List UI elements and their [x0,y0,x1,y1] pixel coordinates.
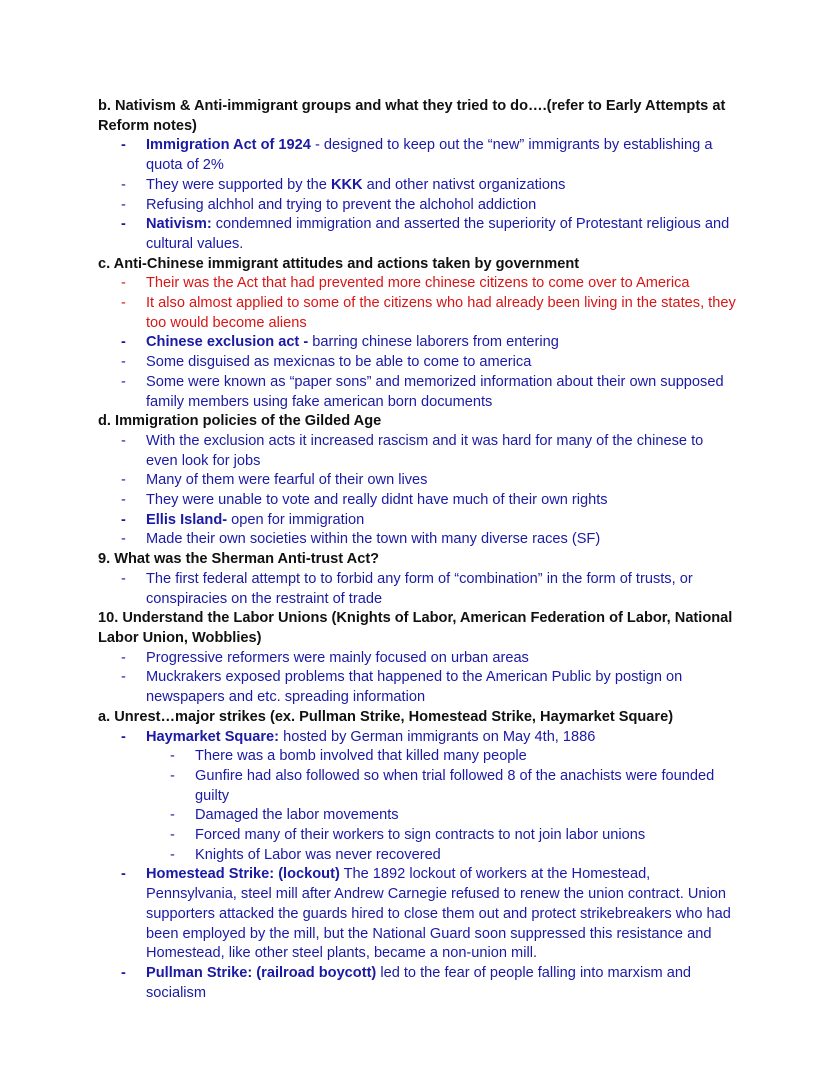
bold-term: Immigration Act of 1924 [146,137,311,154]
dash-bullet-icon: - [121,216,126,233]
bullet-text: They were supported by the [146,176,331,193]
section-heading: 10. Understand the Labor Unions (Knights of Labor, American Federation of Labor, National Labor Union, Wobblies) [98,610,733,646]
bullet-text: Many of them were fearful of their own lives [146,472,428,489]
dash-bullet-icon: - [121,295,126,312]
bullet-text: The first federal attempt to to forbid any form of “combination” in the form of trusts, or conspiracies on the restraint of trade [146,570,693,607]
section-heading: c. Anti-Chinese immigrant attitudes and actions taken by government [98,255,580,272]
bullet-item [98,353,738,373]
bullet-item [98,136,738,175]
bullet-item [98,333,738,353]
dash-bullet-icon: - [121,432,126,449]
dash-bullet-icon: - [170,827,175,844]
dash-bullet-icon: - [121,275,126,292]
bullet-text: Damaged the labor movements [195,807,399,824]
bullet-item [98,511,738,531]
bullet-item [98,865,738,964]
dash-bullet-icon: - [121,472,126,489]
section-heading: 9. What was the Sherman Anti-trust Act? [98,551,380,568]
bullet-text: Some were known as “paper sons” and memorized information about their own supposed family members using fake american born documents [146,373,724,410]
bullet-item [98,215,738,254]
bullet-text: Made their own societies within the town with many diverse races (SF) [146,531,601,548]
dash-bullet-icon: - [121,531,126,548]
section-heading: a. Unrest…major strikes (ex. Pullman Strike, Homestead Strike, Haymarket Square) [98,708,674,725]
bullet-text: and other nativst organizations [362,176,566,193]
bold-term: KKK [330,176,363,193]
bullet-text: They were unable to vote and really didnt have much of their own rights [146,492,608,509]
dash-bullet-icon: - [121,196,126,213]
bullet-text: There was a bomb involved that killed many people [195,748,527,765]
notes-content [98,97,738,1003]
bold-term: Haymarket Square: [146,728,280,745]
bullet-item [98,294,738,333]
dash-bullet-icon: - [121,570,126,587]
bullet-item [98,432,738,471]
bullet-item [98,274,738,294]
bullet-item [98,471,738,491]
dash-bullet-icon: - [121,649,126,666]
dash-bullet-icon: - [121,354,126,371]
bullet-text: Muckrakers exposed problems that happened to the American Public by postign on newspapers and etc. spreading information [146,669,683,706]
bullet-text: led to the fear of people falling into marxism and socialism [146,964,692,1001]
bullet-text: It also almost applied to some of the citizens who had already been living in the states, they too would become aliens [146,295,736,331]
dash-bullet-icon: - [121,964,126,981]
bullet-item [98,668,738,707]
section-heading: d. Immigration policies of the Gilded Age [98,413,382,430]
dash-bullet-icon: - [121,669,126,686]
bullet-text: Forced many of their workers to sign contracts to not join labor unions [195,827,646,844]
dash-bullet-icon: - [170,846,175,863]
bullet-item [98,491,738,511]
bullet-item [98,649,738,669]
bullet-text: - designed to keep out the “new” immigrants by establishing a quota of 2% [146,137,713,174]
bullet-text: Some disguised as mexicnas to be able to come to america [146,354,532,371]
bold-term: Ellis Island- [146,511,228,528]
dash-bullet-icon: - [121,137,126,154]
bullet-text: condemned immigration and asserted the superiority of Protestant religious and cultural values. [146,216,730,252]
bold-term: Nativism: [146,216,212,233]
dash-bullet-icon: - [121,511,126,528]
bullet-text: Gunfire had also followed so when trial followed 8 of the anachists were founded guilty [195,767,715,804]
bullet-text: Progressive reformers were mainly focused on urban areas [146,649,529,666]
bullet-text: open for immigration [227,511,365,528]
section-heading: b. Nativism & Anti-immigrant groups and what they tried to do….(refer to Early Attempts at Reform notes) [98,98,726,134]
dash-bullet-icon: - [170,767,175,784]
bold-term: Homestead Strike: (lockout) [146,866,340,883]
sub-bullet-item [98,806,738,826]
bullet-text: hosted by German immigrants on May 4th, 1886 [279,728,596,745]
bullet-text: With the exclusion acts it increased rascism and it was hard for many of the chinese to even look for jobs [146,432,704,469]
bullet-item [98,196,738,216]
bullet-text: barring chinese laborers from entering [308,334,559,351]
bold-term: Pullman Strike: (railroad boycott) [146,964,377,981]
bold-term: Chinese exclusion act - [146,334,309,351]
bullet-text: The 1892 lockout of workers at the Homestead, Pennsylvania, steel mill after Andrew Carnegie refused to renew the union contract. Union supporters attacked the guards hired to close them out and protect strikebreakers who had been employed by the mill, but the National Guard soon suppressed this resistance and Homestead, like other steel plants, became a non-union mill. [146,866,731,962]
bullet-text: Their was the Act that had prevented more chinese citizens to come over to America [146,275,690,292]
sub-bullet-item [98,826,738,846]
dash-bullet-icon: - [121,728,126,745]
dash-bullet-icon: - [121,866,126,883]
dash-bullet-icon: - [121,176,126,193]
bullet-item [98,728,738,748]
bullet-text: Refusing alchhol and trying to prevent the alchohol addiction [146,196,537,213]
bullet-item [98,530,738,550]
bullet-item [98,373,738,412]
bullet-text: Knights of Labor was never recovered [195,846,441,863]
bullet-item [98,964,738,1003]
bullet-item [98,570,738,609]
sub-bullet-item [98,846,738,866]
sub-bullet-item [98,747,738,767]
dash-bullet-icon: - [170,807,175,824]
bullet-item [98,176,738,196]
dash-bullet-icon: - [121,334,126,351]
sub-bullet-item [98,767,738,806]
dash-bullet-icon: - [170,748,175,765]
dash-bullet-icon: - [121,492,126,509]
dash-bullet-icon: - [121,373,126,390]
